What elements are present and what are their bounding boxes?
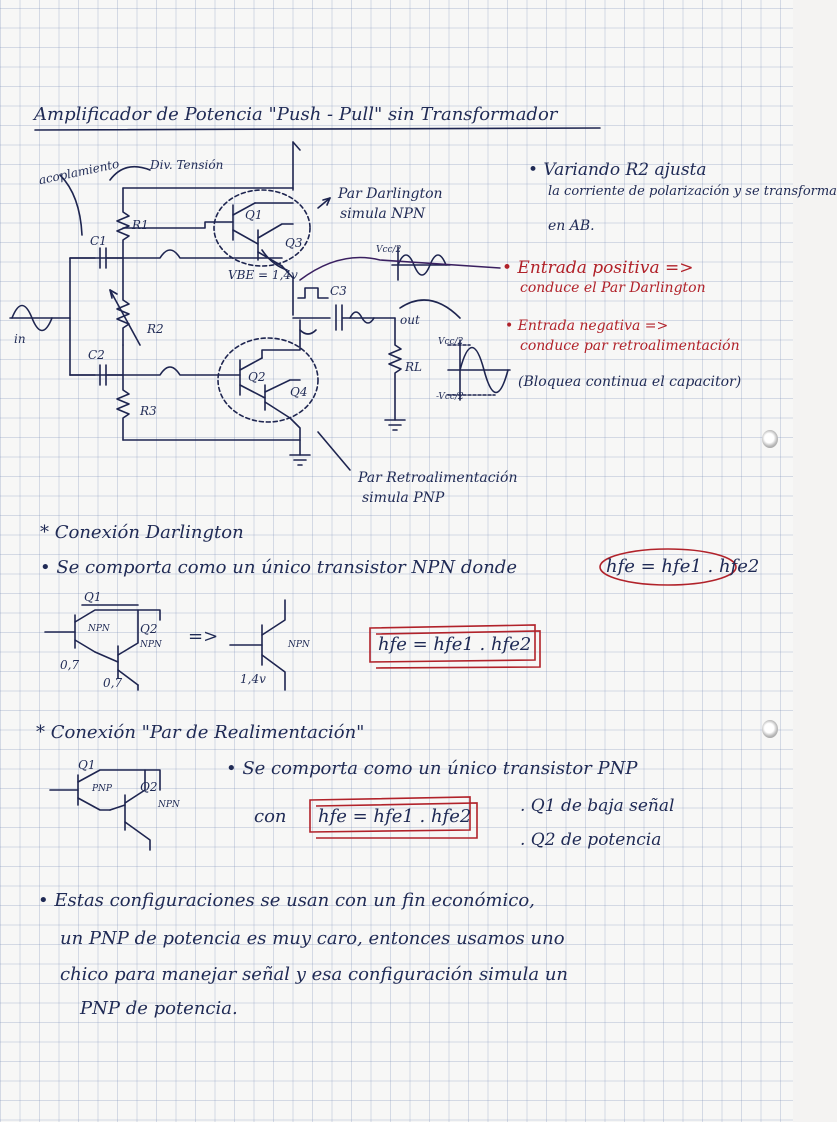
darlington-q1: Q1 (84, 590, 102, 604)
realim-q1-note: . Q1 de baja señal (520, 796, 675, 816)
par-darlington-label: Par Darlington (338, 186, 443, 202)
c2-label: C2 (88, 348, 105, 362)
par-retro-label: Par Retroalimentación (358, 470, 518, 486)
note-variando-2: la corriente de polarización y se transforma (548, 184, 837, 199)
vbe-label: VBE = 1,4v (228, 268, 298, 282)
c1-label: C1 (90, 234, 107, 248)
realim-line-b: con (254, 806, 287, 827)
darlington-heading: * Conexión Darlington (40, 522, 244, 543)
q1-label: Q1 (245, 208, 263, 222)
r1-label: R1 (132, 218, 149, 232)
note-entrada-negativa-2: conduce par retroalimentación (520, 338, 740, 354)
out-label: out (400, 313, 420, 327)
realim-formula: hfe = hfe1 . hfe2 (318, 806, 472, 827)
page-title: Amplificador de Potencia "Push - Pull" sin Transformador (34, 104, 558, 125)
darlington-v07a: 0,7 (60, 658, 80, 672)
simula-pnp-label: simula PNP (362, 490, 445, 506)
div-tension-label: Div. Tensión (150, 158, 224, 172)
realim-q2: Q2 (140, 780, 158, 794)
realim-heading: * Conexión "Par de Realimentación" (36, 722, 365, 743)
darlington-v14: 1,4v (240, 672, 266, 686)
in-label: in (14, 332, 26, 346)
vcc-half-top: Vcc/2 (376, 245, 402, 255)
darlington-npn3: NPN (288, 640, 310, 650)
realim-pnp: PNP (92, 784, 112, 794)
q2-label: Q2 (248, 370, 266, 384)
note-variando-3: en AB. (548, 218, 595, 234)
darlington-line: • Se comporta como un único transistor NPN donde (40, 557, 517, 578)
q4-label: Q4 (290, 385, 308, 399)
realim-q1: Q1 (78, 758, 96, 772)
rl-label: RL (405, 360, 423, 374)
final-line-2: un PNP de potencia es muy caro, entonces usamos uno (60, 928, 565, 949)
r2-label: R2 (147, 322, 164, 336)
acoplamiento-label: acoplamiento (37, 156, 121, 188)
darlington-npn2: NPN (140, 640, 162, 650)
note-entrada-negativa-1: • Entrada negativa => (505, 318, 669, 334)
note-entrada-positiva-2: conduce el Par Darlington (520, 280, 706, 296)
r3-label: R3 (140, 404, 157, 418)
note-variando-1: • Variando R2 ajusta (528, 160, 707, 180)
realim-npn: NPN (158, 800, 180, 810)
darlington-npn1: NPN (88, 624, 110, 634)
neg-vcc-half: -Vcc/2 (436, 392, 464, 402)
note-bloquea: (Bloquea continua el capacitor) (518, 374, 742, 390)
darlington-v07b: 0,7 (103, 676, 123, 690)
darlington-q2: Q2 (140, 622, 158, 636)
simula-npn-label: simula NPN (340, 206, 426, 222)
darlington-arrow: => (188, 626, 219, 647)
final-line-3: chico para manejar señal y esa configuración simula un (60, 964, 568, 985)
realim-line-a: • Se comporta como un único transistor PNP (226, 758, 638, 779)
note-entrada-positiva-1: • Entrada positiva => (502, 258, 694, 278)
darlington-formula-box: hfe = hfe1 . hfe2 (378, 634, 532, 655)
c3-label: C3 (330, 284, 347, 298)
q3-label: Q3 (285, 236, 303, 250)
final-line-4: PNP de potencia. (80, 998, 238, 1019)
darlington-formula-top: hfe = hfe1 . hfe2 (606, 556, 760, 577)
realim-q2-note: . Q2 de potencia (520, 830, 662, 850)
final-line-1: • Estas configuraciones se usan con un fin económico, (38, 890, 535, 911)
vcc-half-right: Vcc/2 (438, 337, 464, 347)
